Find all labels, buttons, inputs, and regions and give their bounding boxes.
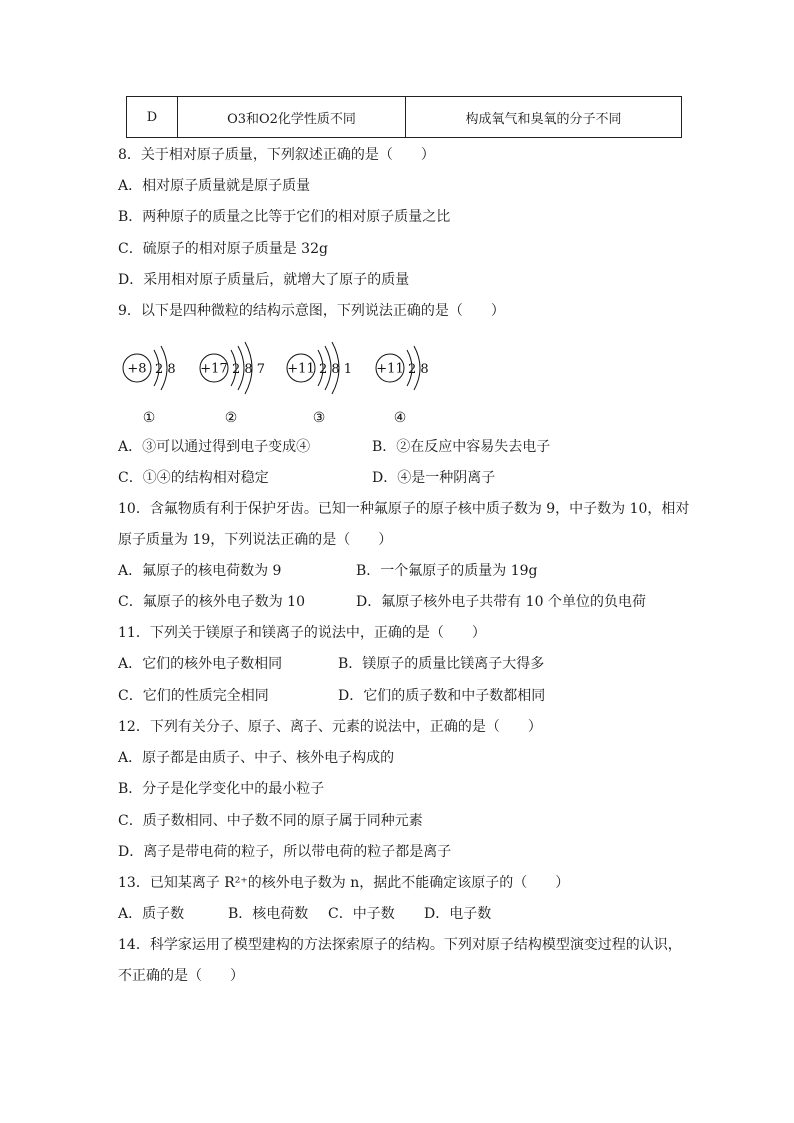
particle-3-diagram <box>287 342 352 426</box>
question-13-stem: 13．已知某离子 R²⁺的核外电子数为 n，据此不能确定该原子的（ ） <box>118 875 570 891</box>
question-10-option-b: B．一个氟原子的质量为 19g <box>356 563 538 579</box>
particle-4-nucleus: +11 <box>376 361 404 377</box>
question-14-stem-line-2: 不正确的是（ ） <box>118 968 244 984</box>
question-10-option-a: A．氟原子的核电荷数为 9 <box>118 563 282 579</box>
particle-1-label: ① <box>142 410 156 426</box>
answer-table-row <box>126 96 682 138</box>
particle-1-shells: 2 8 <box>155 362 176 377</box>
question-8-option-d: D．采用相对原子质量后，就增大了原子的质量 <box>118 272 410 288</box>
question-13-option-c: C．中子数 <box>328 906 395 922</box>
question-9-stem: 9．以下是四种微粒的结构示意图，下列说法正确的是（ ） <box>118 303 505 319</box>
question-12-option-d: D．离子是带电荷的粒子，所以带电荷的粒子都是离子 <box>118 844 452 860</box>
question-11-option-d: D．它们的质子数和中子数都相同 <box>338 688 546 704</box>
question-11-stem: 11．下列关于镁原子和镁离子的说法中，正确的是（ ） <box>118 625 486 641</box>
question-11-option-a: A．它们的核外电子数相同 <box>118 656 283 672</box>
question-10-stem-line-2: 原子质量为 19，下列说法正确的是（ ） <box>118 532 393 548</box>
particle-3-nucleus: +11 <box>287 361 315 377</box>
particle-4-shells: 2 8 <box>408 362 429 377</box>
particle-1-diagram <box>123 346 176 426</box>
particle-4-label: ④ <box>393 410 407 426</box>
question-10-option-c: C．氟原子的核外电子数为 10 <box>118 594 305 610</box>
question-13-option-b: B．核电荷数 <box>228 906 309 922</box>
particle-1-nucleus: +8 <box>127 361 147 377</box>
table-cell-phenomenon: O3和O2化学性质不同 <box>178 97 406 137</box>
atomic-structure-diagrams <box>110 336 450 428</box>
question-12-option-b: B．分子是化学变化中的最小粒子 <box>118 781 325 797</box>
question-12-option-c: C．质子数相同、中子数不同的原子属于同种元素 <box>118 813 423 829</box>
question-11-option-b: B．镁原子的质量比镁离子大得多 <box>338 656 545 672</box>
question-9-option-c: C．①④的结构相对稳定 <box>118 470 269 486</box>
question-12-stem: 12．下列有关分子、原子、离子、元素的说法中，正确的是（ ） <box>118 719 542 735</box>
particle-2-diagram <box>200 342 265 426</box>
particle-4-diagram <box>376 346 429 426</box>
particle-2-nucleus: +17 <box>200 361 228 377</box>
question-8-stem: 8．关于相对原子质量，下列叙述正确的是（ ） <box>118 147 435 163</box>
question-12-option-a: A．原子都是由质子、中子、核外电子构成的 <box>118 750 395 766</box>
particle-3-label: ③ <box>312 410 326 426</box>
structure-diagram-svg <box>110 336 450 428</box>
question-10-stem-line-1: 10．含氟物质有利于保护牙齿。已知一种氟原子的原子核中质子数为 9，中子数为 10，相对 <box>118 501 690 517</box>
question-13-option-a: A．质子数 <box>118 906 185 922</box>
question-9-option-a: A．③可以通过得到电子变成④ <box>118 439 311 455</box>
question-10-option-d: D．氟原子核外电子共带有 10 个单位的负电荷 <box>356 594 646 610</box>
question-9-option-b: B．②在反应中容易失去电子 <box>372 439 551 455</box>
question-8-option-b: B．两种原子的质量之比等于它们的相对原子质量之比 <box>118 209 451 225</box>
question-9-option-d: D．④是一种阴离子 <box>372 470 496 486</box>
question-11-option-c: C．它们的性质完全相同 <box>118 688 269 704</box>
question-8-option-c: C．硫原子的相对原子质量是 32g <box>118 241 328 257</box>
particle-2-label: ② <box>224 410 238 426</box>
question-13-option-d: D．电子数 <box>424 906 492 922</box>
question-8-option-a: A．相对原子质量就是原子质量 <box>118 178 311 194</box>
particle-3-shells: 2 8 1 <box>319 362 353 377</box>
table-cell-explanation: 构成氧气和臭氧的分子不同 <box>465 111 622 127</box>
question-14-stem-line-1: 14．科学家运用了模型建构的方法探索原子的结构。下列对原子结构模型演变过程的认识， <box>118 937 682 953</box>
table-cell-option: D <box>127 97 178 137</box>
particle-2-shells: 2 8 7 <box>232 362 266 377</box>
